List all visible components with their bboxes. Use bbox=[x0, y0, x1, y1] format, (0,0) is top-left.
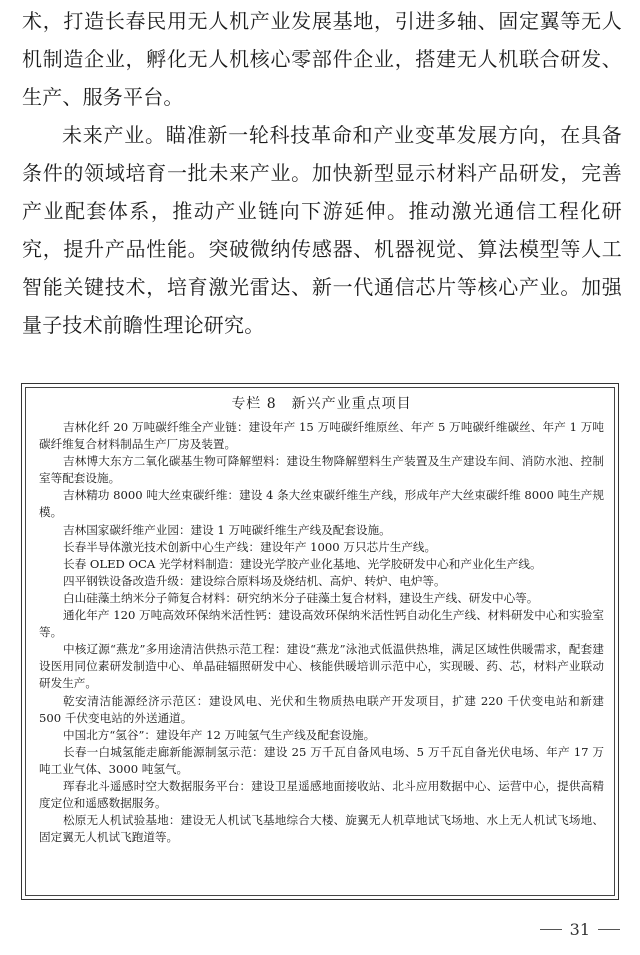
project-item: 吉林博大东方二氧化碳基生物可降解塑料：建设生物降解塑料生产装置及生产建设车间、消防水池、控制室等配套设施。 bbox=[39, 454, 604, 486]
paragraph-future-industry: 未来产业。瞄准新一轮科技革命和产业变革发展方向，在具备条件的领域培育一批未来产业。加快新型显示材料产品研发，完善产业配套体系，推动产业链向下游延伸。推动激光通信工程化研究，提升产品性能。突破微纳传感器、机器视觉、算法模型等人工智能关键技术，培育激光雷达、新一代通信芯片等核心产业。加强量子技术前瞻性理论研究。 bbox=[22, 123, 622, 337]
sidebar-box-key-projects bbox=[21, 383, 619, 900]
project-item: 珲春北斗遥感时空大数据服务平台：建设卫星遥感地面接收站、北斗应用数据中心、运营中心，提供高精度定位和遥感数据服务。 bbox=[39, 778, 604, 811]
paragraph-continuation: 术，打造长春民用无人机产业发展基地，引进多轴、固定翼等无人机制造企业，孵化无人机核心零部件企业，搭建无人机联合研发、生产、服务平台。 bbox=[22, 9, 622, 109]
project-item: 中核辽源“燕龙”多用途清洁供热示范工程：建设“燕龙”泳池式低温供热堆，满足区域性供暖需求，配套建设医用同位素研发制造中心、单晶硅辐照研发中心、核能供暖培训示范中心，实现暖、药、芯，材料产业联动研发生产。 bbox=[39, 642, 604, 691]
project-item: 长春半导体激光技术创新中心生产线：建设年产 1000 万只芯片生产线。 bbox=[63, 539, 437, 554]
project-item: 松原无人机试验基地：建设无人机试飞基地综合大楼、旋翼无人机草地试飞场地、水上无人机试飞场地、固定翼无人机试飞跑道等。 bbox=[39, 813, 604, 845]
project-item: 乾安清洁能源经济示范区：建设风电、光伏和生物质热电联产开发项目，扩建 220 千伏变电站和新建 500 千伏变电站的外送通道。 bbox=[39, 693, 604, 725]
project-item: 白山硅藻土纳米分子筛复合材料：研究纳米分子硅藻土复合材料，建设生产线、研发中心等。 bbox=[63, 590, 539, 605]
project-item: 长春 OLED OCA 光学材料制造：建设光学胶产业化基地、光学胶研发中心和产业化生产线。 bbox=[63, 556, 542, 571]
sidebar-box-inner bbox=[25, 387, 615, 896]
page-number bbox=[540, 920, 620, 939]
project-item: 吉林国家碳纤维产业园：建设 1 万吨碳纤维生产线及配套设施。 bbox=[63, 522, 391, 537]
page-number-dash-right bbox=[598, 929, 620, 930]
project-item: 四平钢铁设备改造升级：建设综合原料场及烧结机、高炉、转炉、电炉等。 bbox=[63, 573, 446, 588]
page-number-dash-left bbox=[540, 929, 562, 930]
page-number-value: 31 bbox=[569, 920, 590, 939]
project-item: 吉林精功 8000 吨大丝束碳纤维：建设 4 条大丝束碳纤维生产线，形成年产大丝束碳纤维 8000 吨生产规模。 bbox=[39, 488, 604, 520]
body-text bbox=[22, 2, 622, 344]
box-title: 专栏 8 新兴产业重点项目 bbox=[231, 396, 412, 412]
project-item: 中国北方“氢谷”：建设年产 12 万吨氢气生产线及配套设施。 bbox=[63, 727, 376, 742]
project-item: 长春一白城氢能走廊新能源制氢示范：建设 25 万千瓦自备风电场、5 万千瓦自备光伏电场、年产 17 万吨工业气体、3000 吨氢气。 bbox=[39, 744, 604, 776]
project-item: 吉林化纤 20 万吨碳纤维全产业链：建设年产 15 万吨碳纤维原丝、年产 5 万吨碳纤维碳丝、年产 1 万吨碳纤维复合材料制品生产厂房及装置。 bbox=[39, 420, 604, 452]
project-item: 通化年产 120 万吨高效环保纳米活性钙：建设高效环保纳米活性钙自动化生产线、材料研发中心和实验室等。 bbox=[39, 608, 604, 640]
